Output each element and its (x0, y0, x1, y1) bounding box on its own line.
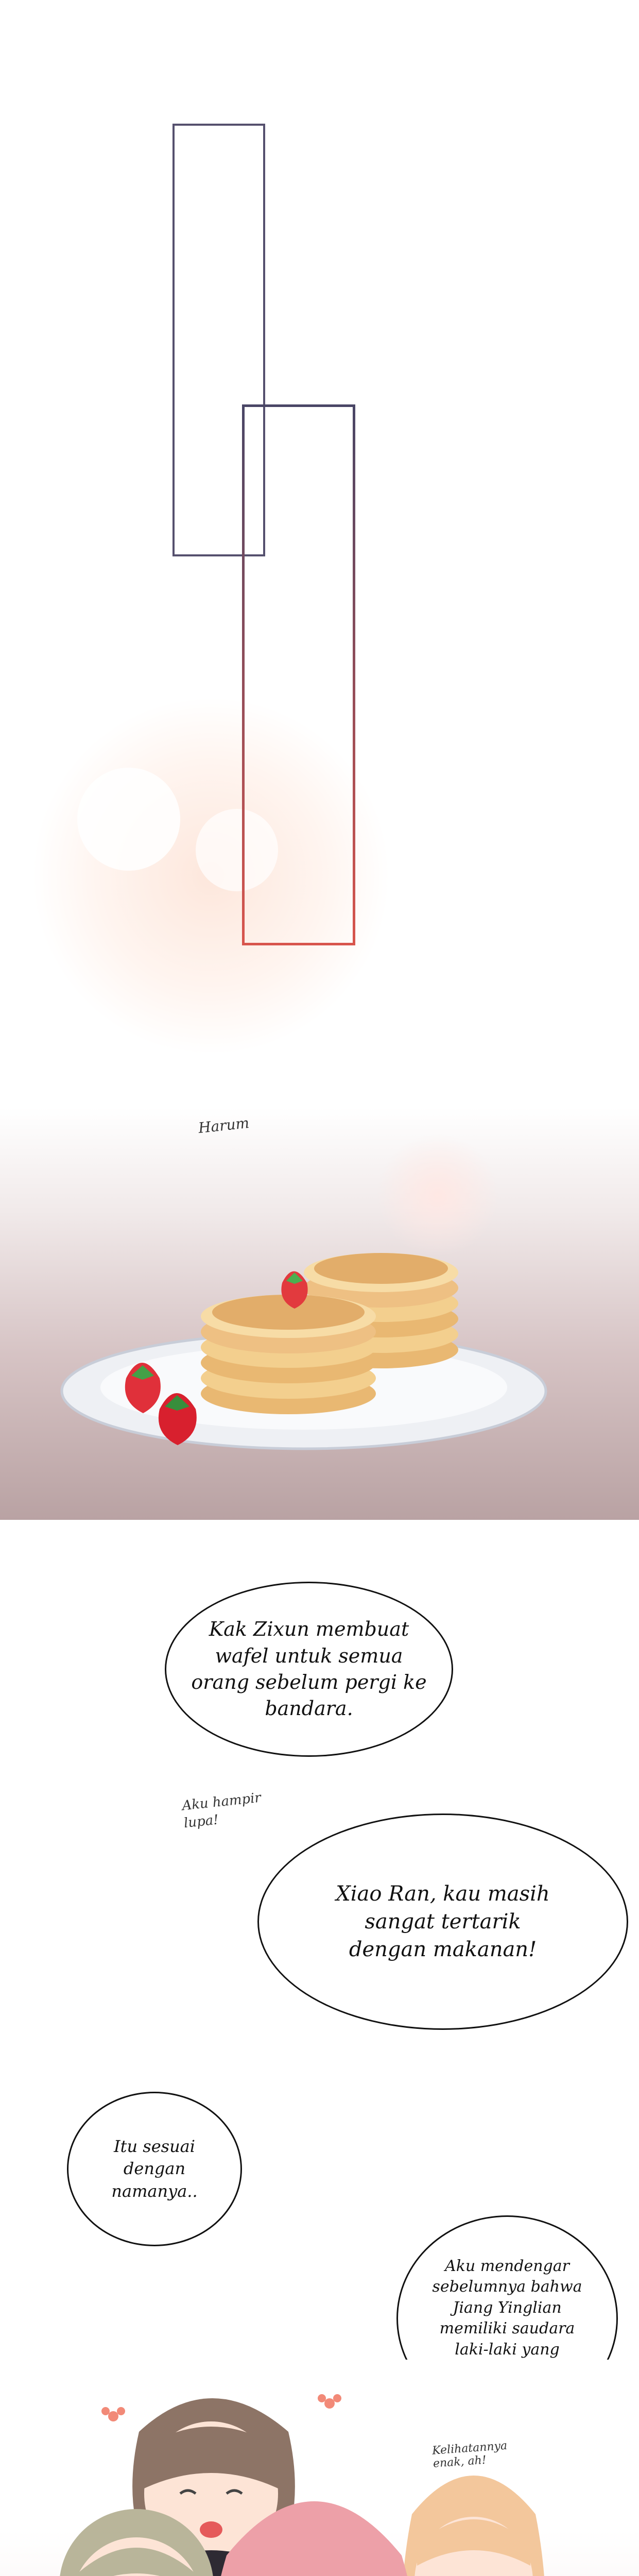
pancake-stack-front (201, 1295, 376, 1414)
harum-sfx: Harum (197, 1114, 250, 1137)
speech-bubble-itu-sesuai: Itu sesuai dengan namanya.. (67, 2092, 242, 2246)
pancake-illustration (0, 1108, 639, 1520)
speech-bubble-aku-mendengar: Aku mendengar sebelumnya bahwa Jiang Yinglian memiliki saudara laki-laki yang (396, 2215, 618, 2421)
kelihatannya-enak-sfx: Kelihatannya enak, ah! (431, 2439, 508, 2470)
speech-bubble-kak-zixun: Kak Zixun membuat wafel untuk semua orang sebelum pergi ke bandara. (165, 1582, 453, 1757)
panel-kids-table (0, 2360, 639, 2576)
panel-intro (0, 0, 639, 1133)
kid-right-blonde (396, 2476, 551, 2576)
aku-hampir-lupa-sfx: Aku hampir lupa! (181, 1790, 262, 1832)
bokeh-circle (77, 768, 180, 871)
speech-bubble-xiao-ran: Xiao Ran, kau masih sangat tertarik dengan makanan! (257, 1814, 628, 2030)
panel-pancakes (0, 1108, 639, 1520)
kids-illustration (0, 2360, 639, 2576)
frame-rect-red (242, 404, 355, 945)
